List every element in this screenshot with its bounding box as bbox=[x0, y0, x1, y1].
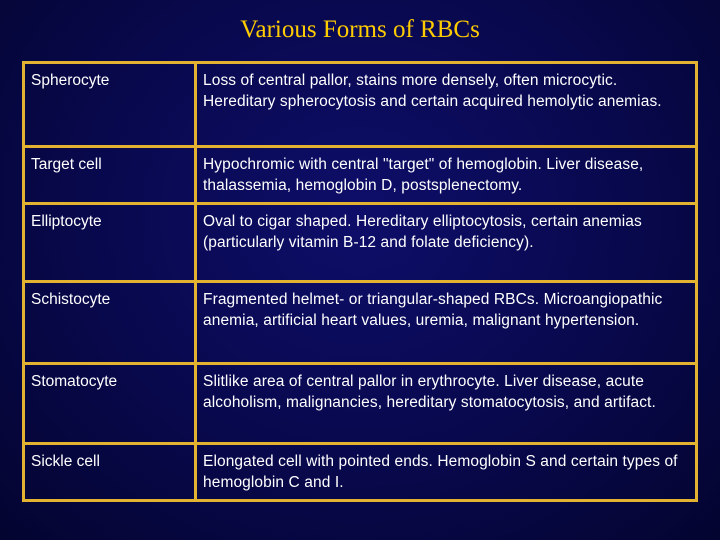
table-row bbox=[24, 364, 697, 444]
cell-description: Oval to cigar shaped. Hereditary elliptocytosis, certain anemias (particularly vitamin B-12 and folate deficiency). bbox=[196, 204, 697, 282]
table-row bbox=[24, 204, 697, 282]
cell-type-name: Sickle cell bbox=[24, 444, 196, 501]
table-row bbox=[24, 63, 697, 147]
rbc-forms-table bbox=[22, 61, 698, 502]
cell-type-name: Schistocyte bbox=[24, 282, 196, 364]
cell-type-name: Elliptocyte bbox=[24, 204, 196, 282]
cell-description: Hypochromic with central "target" of hemoglobin. Liver disease, thalassemia, hemoglobin D, postsplenectomy. bbox=[196, 147, 697, 204]
table-row bbox=[24, 147, 697, 204]
cell-description: Fragmented helmet- or triangular-shaped RBCs. Microangiopathic anemia, artificial heart values, uremia, malignant hypertension. bbox=[196, 282, 697, 364]
cell-type-name: Spherocyte bbox=[24, 63, 196, 147]
cell-description: Elongated cell with pointed ends. Hemoglobin S and certain types of hemoglobin C and I. bbox=[196, 444, 697, 501]
cell-type-name: Target cell bbox=[24, 147, 196, 204]
cell-description: Slitlike area of central pallor in erythrocyte. Liver disease, acute alcoholism, malignancies, hereditary stomatocytosis, and artifact. bbox=[196, 364, 697, 444]
table-row bbox=[24, 282, 697, 364]
slide-title: Various Forms of RBCs bbox=[240, 16, 480, 43]
cell-description: Loss of central pallor, stains more densely, often microcytic. Hereditary spherocytosis and certain acquired hemolytic anemias. bbox=[196, 63, 697, 147]
table-row bbox=[24, 444, 697, 501]
cell-type-name: Stomatocyte bbox=[24, 364, 196, 444]
